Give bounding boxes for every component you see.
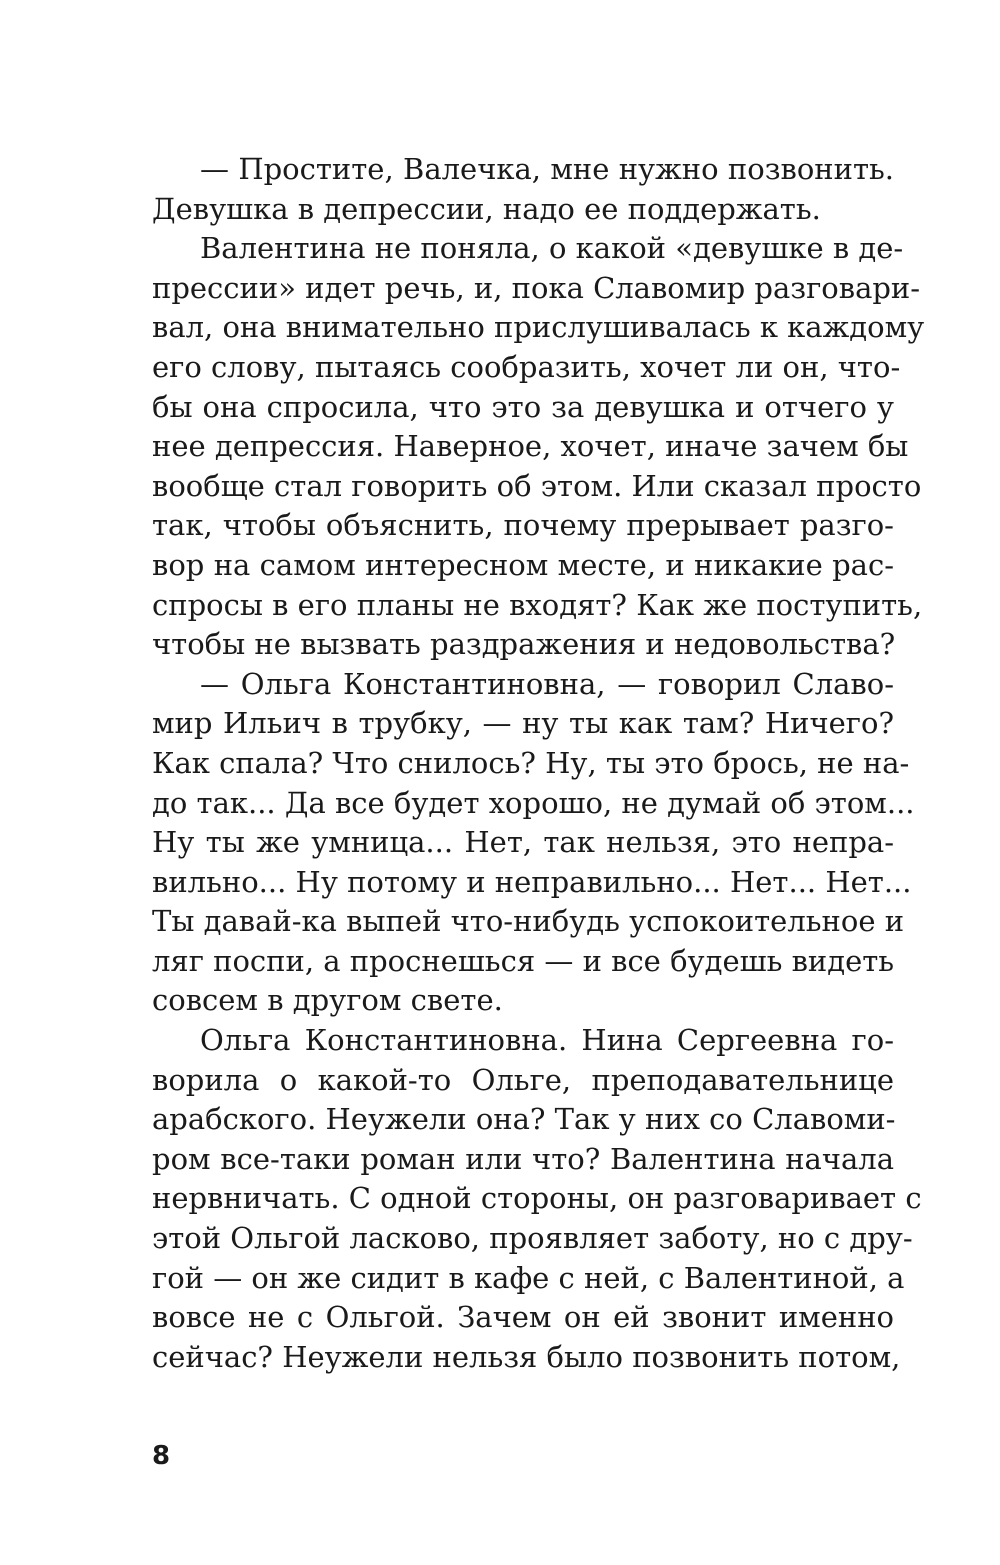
text-line: Валентина не поняла, о какой «девушке в де-	[200, 231, 904, 266]
text-line: вор на самом интересном месте, и никакие рас-	[152, 547, 894, 582]
text-line: арабского. Неужели она? Так у них со Славоми-	[152, 1102, 896, 1137]
text-line: ворила о какой-то Ольге, преподавательнице	[152, 1062, 894, 1097]
text-line: ляг поспи, а проснешься — и все будешь видеть	[152, 943, 895, 978]
text-line: нее депрессия. Наверное, хочет, иначе зачем бы	[152, 429, 909, 464]
text-line: его слову, пытаясь сообразить, хочет ли он, что-	[152, 349, 901, 384]
page-number: 8	[152, 1441, 171, 1471]
text-line: ром все-таки роман или что? Валентина начала	[152, 1141, 894, 1176]
paragraph	[152, 150, 894, 229]
paragraph	[152, 229, 925, 665]
text-line: до так... Да все будет хорошо, не думай об этом...	[152, 785, 915, 820]
text-line: нервничать. С одной стороны, он разговаривает с	[152, 1181, 922, 1216]
text-line: Ты давай-ка выпей что-нибудь успокоительное и	[152, 904, 905, 939]
paragraph	[152, 1021, 922, 1377]
text-line: Ну ты же умница... Нет, так нельзя, это непра-	[152, 825, 894, 860]
text-line: сейчас? Неужели нельзя было позвонить потом,	[152, 1339, 901, 1374]
text-line: — Простите, Валечка, мне нужно позвонить.	[200, 152, 894, 186]
text-line: гой — он же сидит в кафе с ней, с Валентиной, а	[152, 1260, 905, 1295]
text-line: вовсе не с Ольгой. Зачем он ей звонит именно	[152, 1300, 894, 1335]
text-line: так, чтобы объяснить, почему прерывает разго-	[152, 508, 894, 543]
text-line: вообще стал говорить об этом. Или сказал просто	[152, 468, 922, 503]
text-line: вильно... Ну потому и неправильно... Нет... Нет...	[152, 864, 912, 899]
paragraph	[152, 665, 915, 1021]
text-line: вал, она внимательно прислушивалась к каждому	[152, 310, 925, 345]
text-line: бы она спросила, что это за девушка и отчего у	[152, 389, 894, 424]
text-line: прессии» идет речь, и, пока Славомир разговари-	[152, 270, 921, 305]
text-line: чтобы не вызвать раздражения и недовольства?	[152, 627, 896, 662]
text-line: Девушка в депрессии, надо ее поддержать.	[152, 191, 821, 226]
text-line: спросы в его планы не входят? Как же поступить,	[152, 587, 923, 622]
text-line: этой Ольгой ласково, проявляет заботу, но с дру-	[152, 1221, 913, 1256]
text-line: Ольга Константиновна. Нина Сергеевна го-	[200, 1023, 894, 1058]
text-line: мир Ильич в трубку, — ну ты как там? Ничего?	[152, 706, 894, 741]
text-line: совсем в другом свете.	[152, 983, 503, 1018]
text-line: Как спала? Что снилось? Ну, ты это брось, не на-	[152, 745, 910, 780]
text-line: — Ольга Константиновна, — говорил Славо-	[200, 666, 894, 701]
body-text	[152, 150, 925, 1377]
